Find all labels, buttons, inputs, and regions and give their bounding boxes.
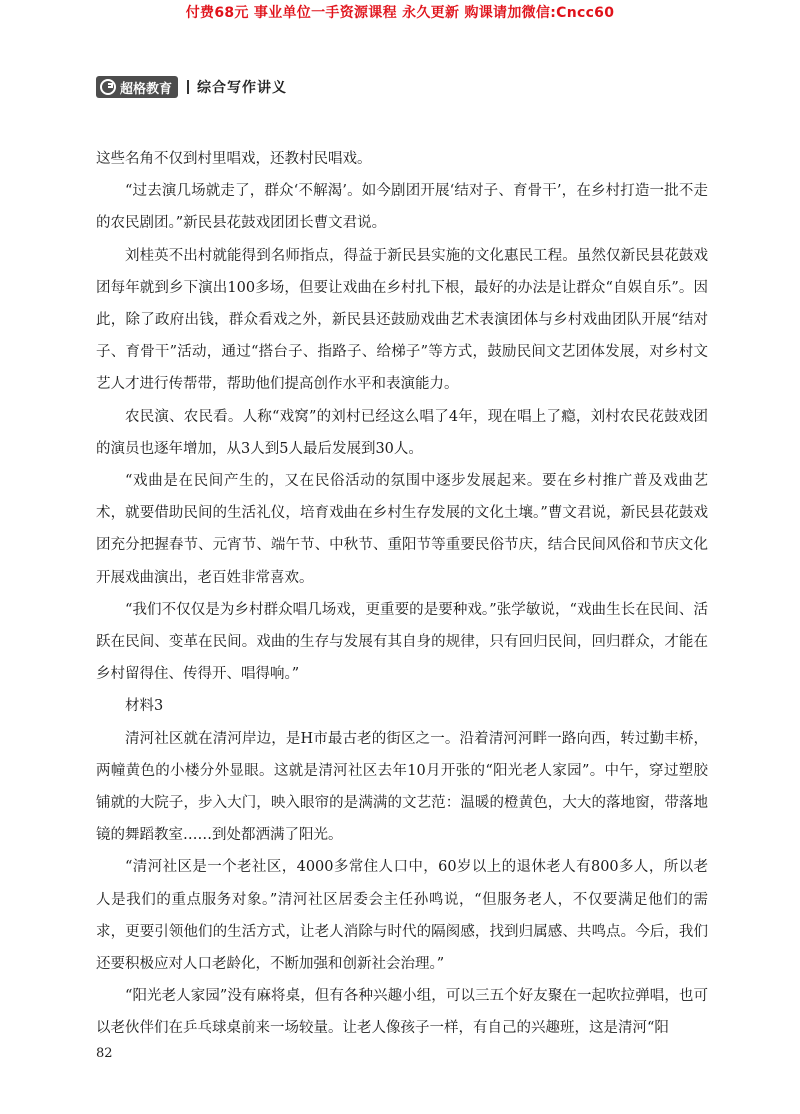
paragraph: 刘桂英不出村就能得到名师指点，得益于新民县实施的文化惠民工程。虽然仅新民县花鼓戏团每年就到乡下演出100多场，但要让戏曲在乡村扎下根，最好的办法是让群众“自娱自乐”。因此，除了政府出钱，群众看戏之外，新民县还鼓励戏曲艺术表演团体与乡村戏曲团队开展“结对子、育骨干”活动，通过“搭台子、指路子、给梯子”等方式，鼓励民间文艺团体发展，对乡村文艺人才进行传帮带，帮助他们提高创作水平和表演能力。: [96, 247, 708, 393]
logo-icon: [100, 79, 116, 95]
logo-text: 超格教育: [120, 81, 173, 97]
paragraph: 这些名角不仅到村里唱戏，还教村民唱戏。: [96, 151, 372, 167]
section-heading: 材料3: [125, 698, 164, 715]
header-divider: [187, 80, 189, 94]
logo: [96, 76, 178, 98]
paragraph: “过去演几场就走了，群众‘不解渴’。如今剧团开展‘结对子、育骨干’，在乡村打造一批不走的农民剧团。”新民县花鼓戏团团长曹文君说。: [96, 183, 708, 232]
paragraph: “我们不仅仅是为乡村群众唱几场戏，更重要的是要种戏。”张学敏说，“戏曲生长在民间、活跃在民间、变革在民间。戏曲的生存与发展有其自身的规律，只有回归民间，回归群众，才能在乡村留得住、传得开、唱得响。”: [96, 601, 708, 683]
paragraph: “阳光老人家园”没有麻将桌，但有各种兴趣小组，可以三五个好友聚在一起吹拉弹唱，也可以老伙伴们在乒乓球桌前来一场较量。让老人像孩子一样，有自己的兴趣班，这是清河“阳: [96, 988, 708, 1037]
page-header: [96, 74, 287, 100]
paragraph: “戏曲是在民间产生的，又在民俗活动的氛围中逐步发展起来。要在乡村推广普及戏曲艺术，就要借助民间的生活礼仪，培育戏曲在乡村生存发展的文化土壤。”曹文君说，新民县花鼓戏团充分把握春节、元宵节、端午节、中秋节、重阳节等重要民俗节庆，结合民间风俗和节庆文化开展戏曲演出，老百姓非常喜欢。: [96, 473, 708, 586]
watermark-text: 付费68元 事业单位一手资源课程 永久更新 购课请加微信:Cncc60: [185, 5, 615, 21]
paragraph: “清河社区是一个老社区，4000多常住人口中，60岁以上的退休老人有800多人，所以老人是我们的重点服务对象。”清河社区居委会主任孙鸣说，“但服务老人，不仅要满足他们的需求，更要引领他们的生活方式，让老人消除与时代的隔阂感，找到归属感、共鸣点。今后，我们还要积极应对人口老龄化，不断加强和创新社会治理。”: [96, 859, 708, 973]
paragraph: 农民演、农民看。人称“戏窝”的刘村已经这么唱了4年，现在唱上了瘾，刘村农民花鼓戏团的演员也逐年增加，从3人到5人最后发展到30人。: [96, 408, 708, 457]
body-text: [96, 143, 708, 1045]
header-title: 综合写作讲义: [197, 80, 288, 96]
paragraph: 清河社区就在清河岸边，是H市最古老的街区之一。沿着清河河畔一路向西，转过勤丰桥，两幢黄色的小楼分外显眼。这就是清河社区去年10月开张的“阳光老人家园”。中午，穿过塑胶铺就的大院子，步入大门，映入眼帘的是满满的文艺范：温暖的橙黄色，大大的落地窗，带落地镜的舞蹈教室……到处都洒满了阳光。: [96, 730, 708, 844]
page-number: 82: [96, 1046, 113, 1061]
